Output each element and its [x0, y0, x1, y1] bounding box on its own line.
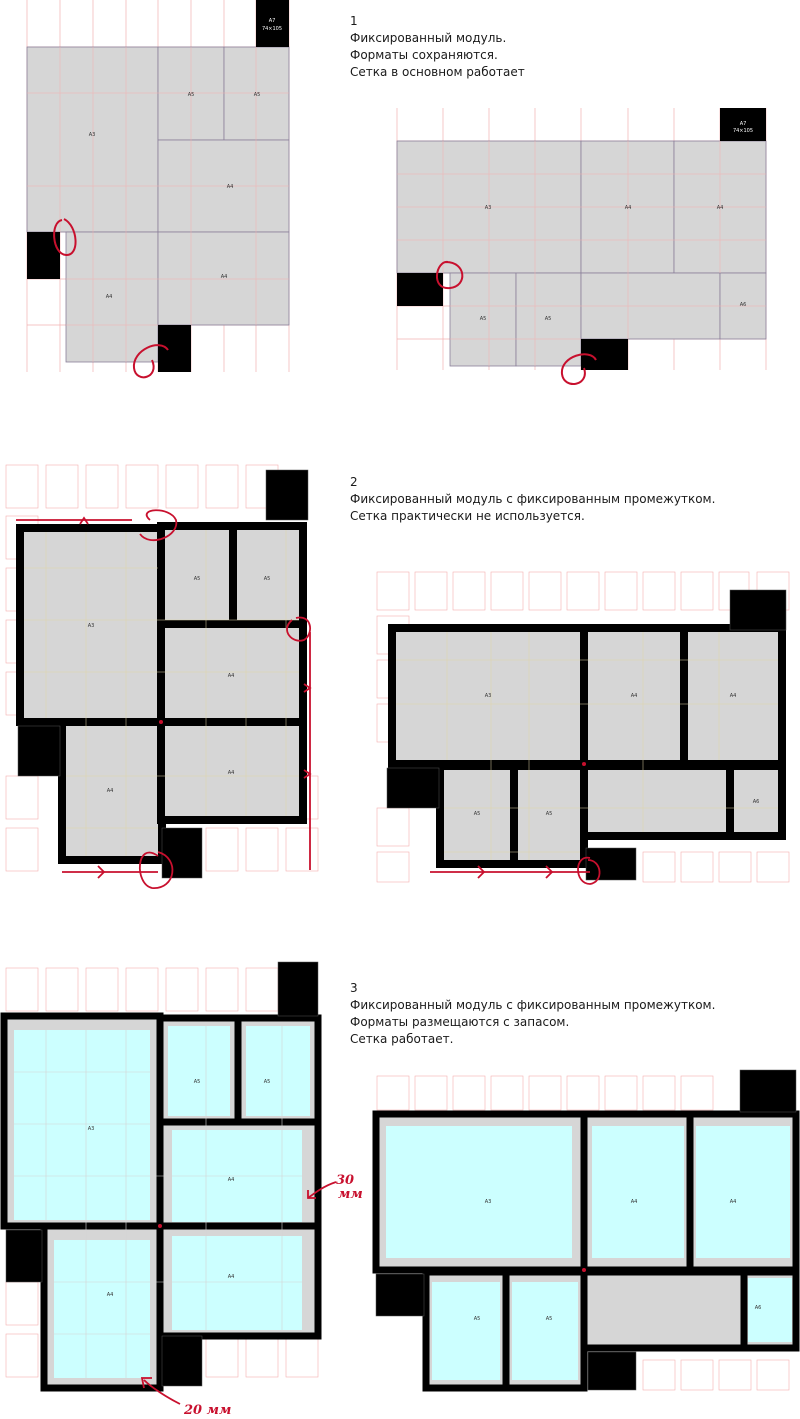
format-label: A6 [739, 302, 747, 308]
format-label: A3 [484, 693, 492, 699]
sheet-a4 [584, 766, 730, 836]
block-a7 [18, 726, 60, 776]
format-label: A4 [227, 1274, 235, 1280]
caption-number: 1 [350, 14, 358, 28]
block-a7 [162, 828, 202, 878]
format-label: A5 [479, 316, 487, 322]
format-label: A5 [473, 811, 481, 817]
format-label: A5 [253, 92, 261, 98]
format-label: A4 [106, 1292, 114, 1298]
section-3-right-diagram [376, 1070, 796, 1390]
sheet-a4 [584, 1272, 744, 1348]
format-label: A3 [484, 205, 492, 211]
format-label: A4 [226, 184, 234, 190]
block-a7 [740, 1070, 796, 1112]
format-label: A4 [624, 205, 632, 211]
caption-line: Сетка работает. [350, 1032, 454, 1046]
block-a7 [158, 325, 191, 372]
safe-area [696, 1126, 790, 1258]
caption-line: Сетка практически не используется. [350, 509, 585, 523]
safe-area [54, 1240, 150, 1378]
caption-line: Форматы сохраняются. [350, 48, 498, 62]
a7-size-label: 74×105 [261, 26, 283, 32]
format-label: A5 [263, 1079, 271, 1085]
caption-line: Сетка в основном работает [350, 65, 525, 79]
format-label: A4 [729, 693, 737, 699]
format-label: A4 [220, 274, 228, 280]
block-a7 [278, 962, 318, 1016]
caption-number: 2 [350, 475, 358, 489]
joint-mark [158, 1224, 162, 1228]
sheet-a5 [233, 526, 303, 624]
format-label: A5 [263, 576, 271, 582]
format-label: A6 [752, 799, 760, 805]
format-label: A4 [716, 205, 724, 211]
format-label: A4 [630, 1199, 638, 1205]
safe-area [246, 1026, 310, 1116]
format-label: A4 [227, 770, 235, 776]
gap-annotation-30-unit: мм [338, 1187, 363, 1202]
format-label: A4 [227, 673, 235, 679]
format-label: A5 [193, 576, 201, 582]
a7-label: A7 [739, 121, 747, 127]
format-label: A3 [87, 1126, 95, 1132]
caption-line: Форматы размещаются с запасом. [350, 1015, 570, 1029]
format-label: A4 [105, 294, 113, 300]
format-sheets [397, 141, 766, 366]
joint-mark [582, 762, 586, 766]
safe-area [168, 1026, 230, 1116]
gap-annotation-20: 20 мм [184, 1403, 232, 1418]
block-a7 [730, 590, 786, 630]
format-label: A5 [545, 1316, 553, 1322]
block-a7 [162, 1336, 202, 1386]
format-label: A5 [473, 1316, 481, 1322]
safe-area [512, 1282, 578, 1380]
caption-number: 3 [350, 981, 358, 995]
section-1-left-diagram [27, 0, 289, 377]
joint-mark [159, 720, 163, 724]
format-label: A3 [87, 623, 95, 629]
format-label: A4 [729, 1199, 737, 1205]
caption-line: Фиксированный модуль с фиксированным промежутком. [350, 492, 716, 506]
section-3-left-diagram [4, 962, 363, 1418]
sheet-a5 [161, 526, 234, 624]
joint-mark [582, 1268, 586, 1272]
format-sheets [27, 47, 289, 362]
format-label: A5 [187, 92, 195, 98]
block-a7 [387, 768, 439, 808]
safe-area [592, 1126, 684, 1258]
caption-line: Фиксированный модуль с фиксированным промежутком. [350, 998, 716, 1012]
format-label: A5 [545, 811, 553, 817]
format-label: A3 [88, 132, 96, 138]
format-label: A4 [227, 1177, 235, 1183]
section-2-right-diagram [377, 572, 789, 884]
block-a7 [266, 470, 308, 520]
gap-annotation-30: 30 [336, 1173, 355, 1188]
format-label: A6 [754, 1305, 762, 1311]
block-a7 [376, 1274, 424, 1316]
safe-area [432, 1282, 500, 1380]
format-label: A4 [106, 788, 114, 794]
safe-area [172, 1236, 302, 1330]
block-a7 [586, 848, 636, 880]
block-a7 [6, 1230, 42, 1282]
block-a7 [588, 1352, 636, 1390]
section-2-left-diagram [6, 465, 318, 888]
format-label: A5 [193, 1079, 201, 1085]
a7-size-label: 74×105 [732, 128, 754, 134]
format-label: A3 [484, 1199, 492, 1205]
sheet-a3 [27, 47, 158, 232]
a7-label: A7 [268, 18, 276, 24]
safe-area [14, 1030, 150, 1220]
safe-area [386, 1126, 572, 1258]
section-1-right-diagram [397, 108, 766, 384]
format-label: A5 [544, 316, 552, 322]
format-label: A4 [630, 693, 638, 699]
caption-line: Фиксированный модуль. [350, 31, 507, 45]
